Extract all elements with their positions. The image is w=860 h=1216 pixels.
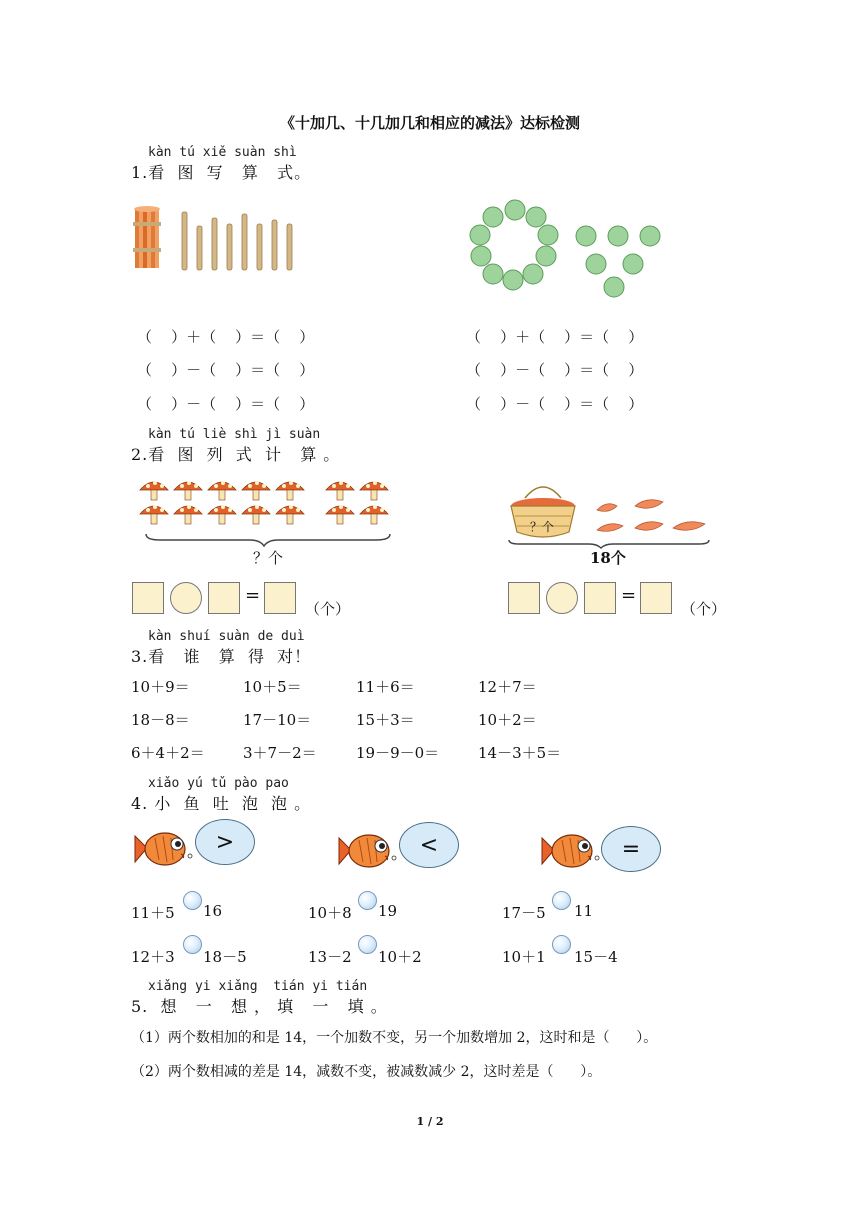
q5-item-2[interactable]: （2）两个数相减的差是 14，减数不变，被减数减少 2，这时差是（ ）。 bbox=[131, 1064, 602, 1080]
calc-item[interactable]: 12＋7＝ bbox=[478, 678, 537, 696]
q2-right-box-2[interactable] bbox=[584, 582, 616, 614]
calc-item[interactable]: 10＋5＝ bbox=[243, 678, 302, 696]
calc-item[interactable]: 11＋6＝ bbox=[356, 678, 415, 696]
compare-right: 10＋2 bbox=[378, 948, 422, 966]
q1-left-eq-3[interactable]: （ ）－（ ）＝（ ） bbox=[137, 395, 315, 413]
calc-item[interactable]: 17－10＝ bbox=[243, 711, 312, 729]
calc-item[interactable]: 14－3＋5＝ bbox=[478, 744, 562, 762]
answer-bubble[interactable] bbox=[358, 891, 377, 910]
q3-pinyin: kàn shuí suàn de duì bbox=[148, 629, 305, 644]
calc-item[interactable]: 15＋3＝ bbox=[356, 711, 415, 729]
answer-bubble[interactable] bbox=[183, 935, 202, 954]
fish-icon bbox=[540, 830, 602, 872]
q1-right-eq-3[interactable]: （ ）－（ ）＝（ ） bbox=[466, 395, 644, 413]
q4-heading: 4. 小 鱼 吐 泡 泡 。 bbox=[131, 794, 312, 813]
compare-left: 17－5 bbox=[502, 904, 546, 922]
q3-heading: 3.看 谁 算 得 对！ bbox=[131, 647, 312, 666]
fish-sign-bubble: = bbox=[601, 826, 661, 872]
q5-pinyin: xiǎng yi xiǎng tián yi tián bbox=[148, 979, 368, 994]
q1-left-eq-2[interactable]: （ ）－（ ）＝（ ） bbox=[137, 361, 315, 379]
q2-right-equals: = bbox=[621, 585, 637, 606]
answer-bubble[interactable] bbox=[183, 891, 202, 910]
q2-left-operator-circle[interactable] bbox=[170, 582, 202, 614]
compare-left: 13－2 bbox=[308, 948, 352, 966]
calc-item[interactable]: 3＋7－2＝ bbox=[243, 744, 317, 762]
calc-item[interactable]: 6＋4＋2＝ bbox=[131, 744, 205, 762]
q2-right-box-1[interactable] bbox=[508, 582, 540, 614]
q1-heading: 1.看 图 写 算 式。 bbox=[131, 163, 312, 182]
compare-left: 10＋1 bbox=[502, 948, 546, 966]
q4-pinyin: xiǎo yú tǔ pào pao bbox=[148, 776, 289, 791]
q2-left-box-result[interactable] bbox=[264, 582, 296, 614]
basket-label: ？个 bbox=[530, 520, 555, 534]
fish-icon bbox=[133, 828, 195, 870]
calc-item[interactable]: 19－9－0＝ bbox=[356, 744, 440, 762]
compare-left: 12＋3 bbox=[131, 948, 175, 966]
q5-heading: 5. 想 一 想 ， 填 一 填 。 bbox=[131, 997, 388, 1016]
compare-right: 11 bbox=[574, 902, 594, 920]
q2-heading: 2.看 图 列 式 计 算 。 bbox=[131, 445, 341, 464]
brace bbox=[146, 534, 390, 546]
answer-bubble[interactable] bbox=[552, 935, 571, 954]
circles-illustration bbox=[468, 198, 668, 303]
q1-right-eq-1[interactable]: （ ）＋（ ）＝（ ） bbox=[466, 328, 644, 346]
page-number: 1 / 2 bbox=[416, 1115, 444, 1128]
calc-item[interactable]: 18－8＝ bbox=[131, 711, 190, 729]
q2-right-box-result[interactable] bbox=[640, 582, 672, 614]
sticks-illustration bbox=[130, 200, 310, 280]
compare-left: 10＋8 bbox=[308, 904, 352, 922]
compare-right: 16 bbox=[203, 902, 223, 920]
calc-item[interactable]: 10＋9＝ bbox=[131, 678, 190, 696]
compare-right: 19 bbox=[378, 902, 398, 920]
basket-illustration bbox=[505, 480, 720, 550]
compare-right: 18－5 bbox=[203, 948, 247, 966]
q1-pinyin: kàn tú xiě suàn shì bbox=[148, 145, 297, 160]
q1-right-eq-2[interactable]: （ ）－（ ）＝（ ） bbox=[466, 361, 644, 379]
answer-bubble[interactable] bbox=[358, 935, 377, 954]
answer-bubble[interactable] bbox=[552, 891, 571, 910]
fish-sign-bubble: > bbox=[195, 819, 255, 865]
q2-pinyin: kàn tú liè shì jì suàn bbox=[148, 427, 321, 442]
q1-left-eq-1[interactable]: （ ）＋（ ）＝（ ） bbox=[137, 328, 315, 346]
q2-left-box-2[interactable] bbox=[208, 582, 240, 614]
q2-right-unit: （个） bbox=[681, 600, 727, 618]
q2-left-unit: （个） bbox=[305, 600, 351, 618]
compare-right: 15－4 bbox=[574, 948, 618, 966]
q2-left-box-1[interactable] bbox=[132, 582, 164, 614]
calc-item[interactable]: 10＋2＝ bbox=[478, 711, 537, 729]
fish-icon bbox=[337, 830, 399, 872]
q2-left-label: ？个 bbox=[253, 549, 284, 567]
q5-item-1[interactable]: （1）两个数相加的和是 14，一个加数不变，另一个加数增加 2，这时和是（ ）。 bbox=[131, 1030, 658, 1046]
stick-bundle bbox=[133, 206, 161, 268]
q2-right-label: 18个 bbox=[590, 549, 626, 567]
fish-sign-bubble: < bbox=[399, 822, 459, 868]
q2-right-operator-circle[interactable] bbox=[546, 582, 578, 614]
q2-left-equals: = bbox=[245, 585, 261, 606]
page-title: 《十加几、十几加几和相应的减法》达标检测 bbox=[279, 114, 580, 132]
compare-left: 11＋5 bbox=[131, 904, 175, 922]
